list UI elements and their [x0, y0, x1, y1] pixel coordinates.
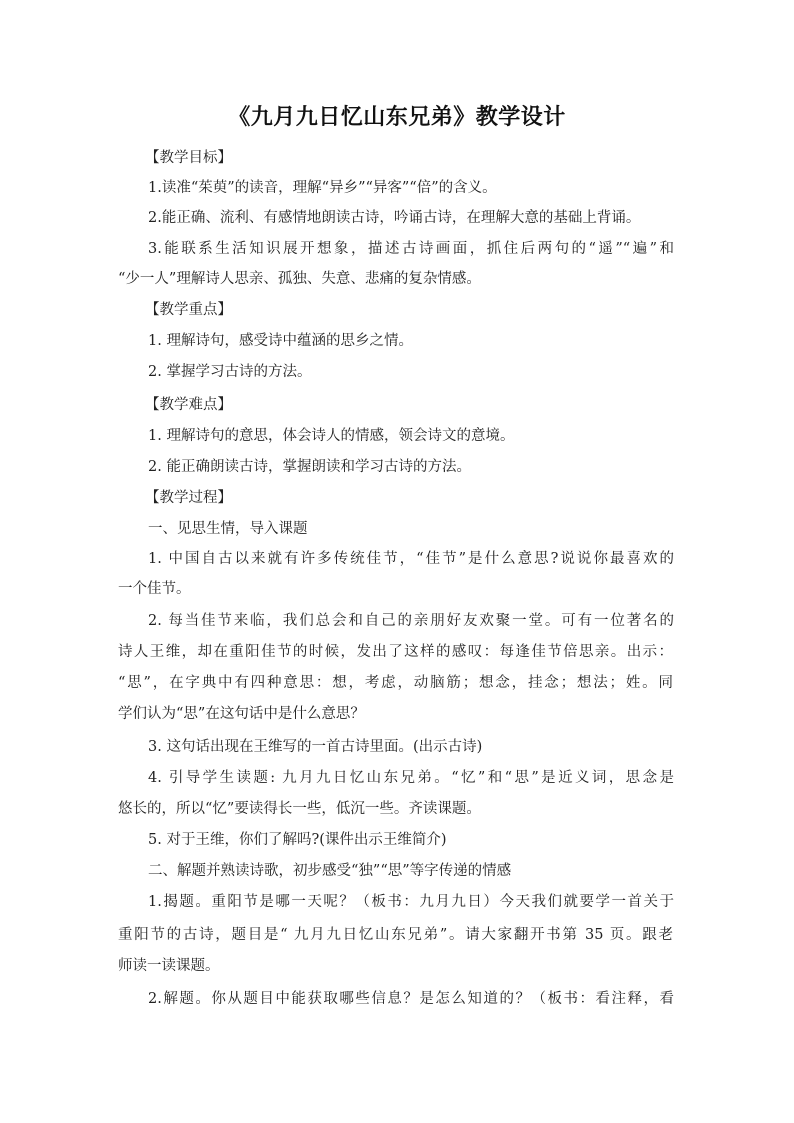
paragraph-line: “少一人”理解诗人思亲、孤独、失意、悲痛的复杂情感。 — [118, 271, 481, 287]
paragraph-line: 2. 掌握学习古诗的方法。 — [148, 364, 312, 380]
paragraph-line: 2. 每当佳节来临，我们总会和自己的亲朋好友欢聚一堂。可有一位著名的 — [148, 613, 674, 629]
paragraph-line: 1. 理解诗句，感受诗中蕴涵的思乡之情。 — [148, 333, 413, 349]
paragraph-line: 1.揭题。重阳节是哪一天呢？（板书：九月九日）今天我们就要学一首关于 — [148, 894, 674, 910]
section-heading-process: 【教学过程】 — [145, 490, 232, 506]
paragraph-line: 师读一读课题。 — [118, 958, 220, 974]
paragraph-line: 5. 对于王维，你们了解吗?(课件出示王维简介) — [148, 832, 447, 848]
section-heading-goals: 【教学目标】 — [145, 150, 232, 166]
section-heading-key-points: 【教学重点】 — [145, 302, 232, 318]
paragraph-line: 3.能联系生活知识展开想象，描述古诗画面，抓住后两句的“遥”“遍”和 — [148, 241, 674, 257]
subsection-heading: 二、解题并熟读诗歌，初步感受“独”“思”等字传递的情感 — [148, 863, 512, 879]
paragraph-line: 诗人王维，却在重阳佳节的时候，发出了这样的感叹：每逢佳节倍思亲。出示： — [118, 644, 673, 660]
paragraph-line: 1.读准“茱萸”的读音，理解“异乡”“异客”“倍”的含义。 — [148, 180, 497, 196]
paragraph-line: 1. 理解诗句的意思，体会诗人的情感，领会诗文的意境。 — [148, 428, 515, 444]
paragraph-line: “思”，在字典中有四种意思：想，考虑，动脑筋；想念，挂念；想法；姓。同 — [118, 675, 673, 691]
paragraph-line: 2.能正确、流利、有感情地朗读古诗，吟诵古诗，在理解大意的基础上背诵。 — [148, 210, 641, 226]
paragraph-line: 2.解题。你从题目中能获取哪些信息？是怎么知道的？（板书：看注释，看 — [148, 991, 674, 1007]
paragraph-line: 学们认为“思”在这句话中是什么意思？ — [118, 706, 365, 722]
section-heading-difficulties: 【教学难点】 — [145, 397, 232, 413]
paragraph-line: 一个佳节。 — [118, 581, 191, 597]
subsection-heading: 一、见思生情，导入课题 — [148, 521, 308, 537]
paragraph-line: 3. 这句话出现在王维写的一首古诗里面。(出示古诗) — [148, 739, 483, 755]
paragraph-line: 4. 引导学生读题: 九月九日忆山东兄弟。“忆”和“思”是近义词，思念是 — [148, 770, 674, 786]
paragraph-line: 重阳节的古诗，题目是“ 九月九日忆山东兄弟”。请大家翻开书第 35 页。跟老 — [118, 927, 673, 943]
paragraph-line: 1. 中国自古以来就有许多传统佳节，“佳节”是什么意思?说说你最喜欢的 — [148, 551, 674, 567]
paragraph-line: 悠长的，所以“忆”要读得长一些，低沉一些。齐读课题。 — [118, 801, 481, 817]
document-title: 《九月九日忆山东兄弟》教学设计 — [228, 105, 566, 130]
paragraph-line: 2. 能正确朗读古诗，掌握朗读和学习古诗的方法。 — [148, 459, 471, 475]
